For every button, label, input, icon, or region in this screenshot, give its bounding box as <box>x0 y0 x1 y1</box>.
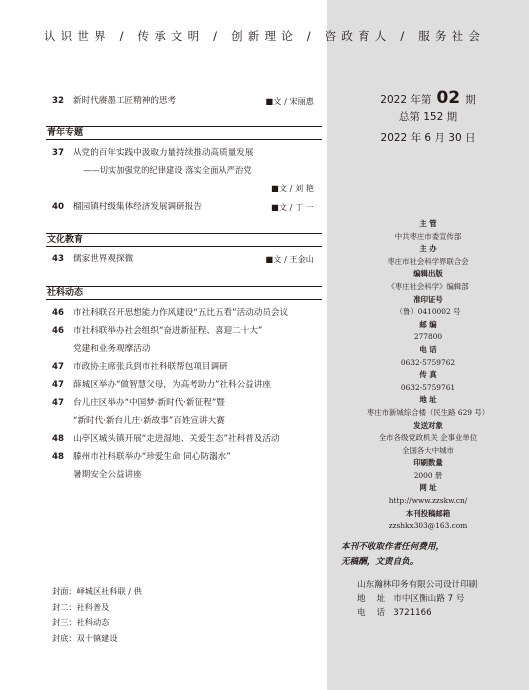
info-value: 全市各级党政机关 企事业单位 <box>378 433 478 443</box>
issue-year: 2022 年第 <box>380 94 432 106</box>
info-label: 主 办 <box>419 244 437 254</box>
toc-item[interactable] <box>46 359 322 375</box>
toc-item[interactable] <box>46 93 322 109</box>
info-label: 邮 编 <box>419 319 437 329</box>
toc-item[interactable] <box>46 145 322 161</box>
article-title: 滕州市社科联举办“珍爱生命 同心防溺水” <box>73 452 231 462</box>
cover-credit: 封二：社科普及 <box>52 601 110 612</box>
issue-number: 02 <box>436 88 461 108</box>
printer-address: 地 址 市中区衡山路 7 号 <box>357 594 465 604</box>
info-value: 枣庄市社会科学界联合会 <box>387 256 469 266</box>
article-author: ■文 / 宋丽惠 <box>265 96 314 106</box>
info-value: 《枣庄社会科学》编辑部 <box>387 281 469 291</box>
issue-line <box>327 88 529 108</box>
article-title: 山亭区城头镇开展“走进湿地、关爱生态”社科普及活动 <box>73 434 280 444</box>
article-author: ■文 / 刘 艳 <box>271 183 314 193</box>
info-label: 传 真 <box>419 370 437 380</box>
masthead-panel <box>327 0 529 690</box>
page-number: 48 <box>52 434 64 444</box>
page-number: 43 <box>52 254 64 264</box>
info-label: 发送对象 <box>413 420 443 430</box>
info-value: 枣庄市新城综合楼（民生路 629 号） <box>366 407 490 417</box>
article-author: ■文 / 丁 一 <box>271 202 314 212</box>
cover-credit: 封三：社科动态 <box>52 617 110 627</box>
article-title-cont: “新时代·新台儿庄·新故事”百姓宣讲大赛 <box>73 416 225 426</box>
section-header: 文化教育 <box>46 233 322 247</box>
cover-credit: 封面：峄城区社科联 / 供 <box>52 586 142 596</box>
article-subtitle: ——切实加强党的纪律建设 落实全面从严治党 <box>83 165 252 175</box>
info-value: 中共枣庄市委宣传部 <box>394 231 462 241</box>
motto-banner: 认识世界 / 传承文明 / 创新理论 / 咨政育人 / 服务社会 <box>43 29 486 43</box>
info-label: 电 话 <box>419 344 437 354</box>
cover-credits <box>52 584 142 646</box>
issue-date: 2022 年 6 月 30 日 <box>380 132 476 144</box>
info-value[interactable]: http://www.zzskw.cn/ <box>388 496 468 506</box>
article-title-cont: 党建和业务观摩活动 <box>73 344 151 354</box>
article-title: 市社科联举办社会组织“奋进新征程、喜迎二十大” <box>73 326 263 336</box>
toc-item[interactable] <box>46 449 322 465</box>
article-title: 榴园镇村级集体经济发展调研报告 <box>73 202 202 212</box>
section-header: 社科动态 <box>46 286 322 300</box>
page-number: 47 <box>52 380 64 390</box>
toc-item[interactable] <box>46 199 322 215</box>
page-number: 32 <box>52 96 64 106</box>
printer-phone: 电 话 3721166 <box>357 608 432 618</box>
page-number: 40 <box>52 202 64 212</box>
article-title: 市社科联召开思想能力作风建设“五比五看”活动动员会议 <box>73 308 289 318</box>
info-label: 地 址 <box>419 395 437 405</box>
toc-item[interactable] <box>46 251 322 267</box>
notice-line: 无稿酬，文责自负。 <box>341 557 419 567</box>
article-title: 台儿庄区举办“中国梦·新时代·新征程”暨 <box>73 398 225 408</box>
section-header: 青年专题 <box>46 126 322 140</box>
info-label: 编辑出版 <box>413 269 443 279</box>
fee-notice <box>341 540 527 570</box>
article-title: 从党的百年实践中汲取力量持续推动高质量发展 <box>73 148 254 158</box>
issue-suffix: 期 <box>465 94 476 106</box>
article-title: 薛城区举办“做智慧父母，为高考助力”社科公益讲座 <box>73 380 271 390</box>
info-value: 2000 册 <box>413 470 443 480</box>
info-value: （鲁）0410002 号 <box>395 307 461 317</box>
page-number: 47 <box>52 362 64 372</box>
toc-item[interactable] <box>46 431 322 447</box>
info-value[interactable]: zzshkx303@163.com <box>388 521 468 531</box>
info-value: 0632-5759762 <box>400 357 456 367</box>
issue-total: 总第 152 期 <box>398 111 458 123</box>
info-value: 全国各大中城市 <box>402 445 454 455</box>
printer-name: 山东瀚林印务有限公司设计印刷 <box>357 580 478 590</box>
page-number: 48 <box>52 452 64 462</box>
article-title: 新时代赓墨工匠精神的思考 <box>73 96 177 106</box>
article-title-cont: 暑期安全公益讲座 <box>73 470 142 480</box>
printer-info <box>357 578 477 620</box>
toc-item[interactable] <box>46 323 322 339</box>
cover-credit: 封底：双十镇建设 <box>52 632 118 643</box>
page-number: 46 <box>52 308 64 318</box>
info-label: 主 管 <box>419 219 437 228</box>
article-title: 儒家世界观探微 <box>73 254 134 264</box>
publication-info <box>327 218 529 533</box>
page-number: 37 <box>52 148 64 158</box>
info-label: 印刷数量 <box>413 458 443 468</box>
info-label: 准印证号 <box>413 294 443 304</box>
page-number: 46 <box>52 326 64 336</box>
info-label: 本刊投稿邮箱 <box>405 508 451 518</box>
toc-item[interactable] <box>46 305 322 321</box>
info-label: 网 址 <box>419 483 437 493</box>
info-value: 0632-5759761 <box>400 382 456 392</box>
notice-line: 本刊不收取作者任何费用， <box>341 542 445 552</box>
article-author: ■文 / 王金山 <box>265 254 314 264</box>
page-number: 47 <box>52 398 64 408</box>
toc-item[interactable] <box>46 377 322 393</box>
info-value: 277800 <box>413 332 443 342</box>
article-title: 市政协主席张兵到市社科联帮包项目调研 <box>73 362 228 372</box>
toc-item[interactable] <box>46 395 322 411</box>
